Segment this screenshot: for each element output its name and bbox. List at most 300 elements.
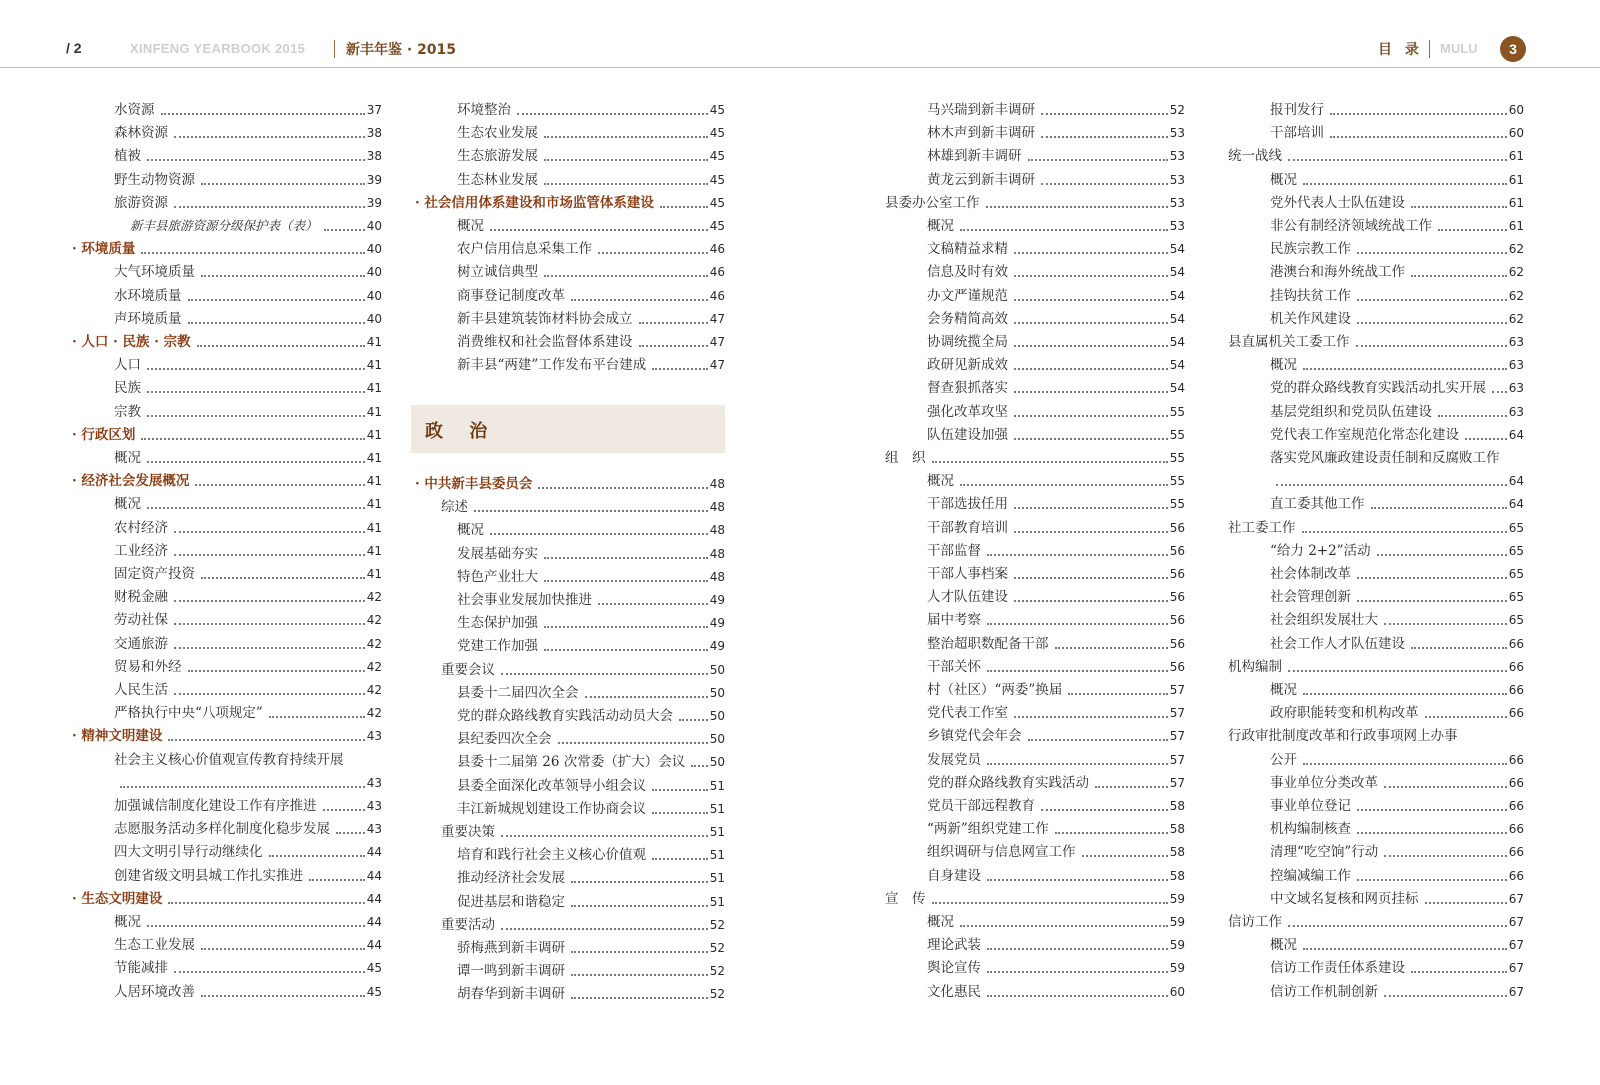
leader-dots bbox=[1302, 531, 1507, 533]
toc-column-2b bbox=[415, 470, 725, 1030]
leader-dots bbox=[120, 786, 365, 788]
toc-entry-title: 人才队伍建设 bbox=[927, 589, 1008, 606]
leader-dots bbox=[987, 879, 1168, 881]
toc-entry-title: 干部选拔任用 bbox=[927, 496, 1008, 513]
leader-dots bbox=[1357, 577, 1507, 579]
toc-entry-page: 67 bbox=[1508, 915, 1524, 929]
leader-dots bbox=[1384, 786, 1507, 788]
leader-dots bbox=[1014, 252, 1168, 254]
toc-entry bbox=[1228, 583, 1524, 606]
toc-entry-title: 生态保护加强 bbox=[457, 615, 538, 632]
toc-entry bbox=[885, 606, 1185, 629]
toc-entry-page: 44 bbox=[366, 891, 382, 906]
leader-dots bbox=[1276, 484, 1507, 486]
toc-entry bbox=[885, 189, 1185, 212]
toc-column-2 bbox=[415, 96, 725, 376]
toc-entry-page: 45 bbox=[709, 103, 725, 117]
leader-dots bbox=[490, 229, 708, 231]
leader-dots bbox=[195, 484, 364, 486]
toc-entry-page: 66 bbox=[1508, 752, 1524, 767]
toc-entry-page: 41 bbox=[366, 497, 382, 512]
leader-dots bbox=[571, 997, 708, 999]
leader-dots bbox=[1438, 415, 1507, 417]
toc-entry-title: 村（社区）“两委”换届 bbox=[927, 682, 1063, 698]
leader-dots bbox=[679, 719, 708, 721]
toc-entry-title: 民族 bbox=[114, 380, 141, 397]
leader-dots bbox=[987, 763, 1168, 765]
toc-entry-title: 县委十二届第 26 次常委（扩大）会议 bbox=[457, 754, 686, 771]
toc-entry-title: · 社会信用体系建设和市场监管体系建设 bbox=[415, 194, 654, 212]
toc-entry bbox=[1228, 862, 1524, 885]
toc-entry-title: 挂钩扶贫工作 bbox=[1270, 287, 1351, 304]
toc-entry bbox=[1228, 630, 1524, 653]
toc-entry-title: 特色产业壮大 bbox=[457, 568, 538, 585]
toc-entry-page: 49 bbox=[709, 616, 725, 631]
leader-dots bbox=[168, 739, 364, 741]
toc-entry bbox=[72, 282, 382, 305]
leader-dots bbox=[309, 879, 365, 881]
toc-entry bbox=[1228, 189, 1524, 212]
toc-entry-page: 43 bbox=[366, 799, 382, 813]
toc-entry bbox=[72, 351, 382, 374]
leader-dots bbox=[174, 971, 365, 973]
leader-dots bbox=[174, 693, 365, 695]
toc-entry-page: 53 bbox=[1169, 219, 1185, 233]
toc-entry bbox=[415, 493, 725, 516]
leader-dots bbox=[1288, 159, 1507, 161]
toc-entry-page: 51 bbox=[709, 894, 725, 909]
toc-entry bbox=[1228, 537, 1524, 560]
toc-entry bbox=[415, 96, 725, 119]
toc-entry bbox=[72, 699, 382, 722]
toc-entry bbox=[415, 980, 725, 1003]
toc-entry-title: 概况 bbox=[457, 218, 484, 234]
toc-entry-page: 48 bbox=[709, 500, 725, 515]
toc-entry-title: 理论武装 bbox=[927, 937, 981, 954]
toc-entry bbox=[885, 769, 1185, 792]
toc-entry-page: 48 bbox=[709, 546, 725, 561]
toc-entry-title: 劳动社保 bbox=[114, 612, 168, 629]
toc-entry-page: 57 bbox=[1169, 706, 1185, 721]
toc-entry bbox=[1228, 908, 1524, 931]
toc-entry-title: 信息及时有效 bbox=[927, 264, 1008, 281]
toc-entry bbox=[415, 351, 725, 374]
toc-entry bbox=[72, 444, 382, 467]
leader-dots bbox=[1411, 275, 1507, 277]
leader-dots bbox=[598, 603, 708, 605]
toc-entry-title: 控编减编工作 bbox=[1270, 867, 1351, 884]
toc-entry-page: 48 bbox=[709, 477, 725, 491]
toc-entry-title: 旅游资源 bbox=[114, 194, 168, 211]
toc-entry bbox=[72, 96, 382, 119]
toc-entry-page: 67 bbox=[1508, 891, 1524, 906]
toc-entry bbox=[72, 606, 382, 629]
toc-entry bbox=[72, 398, 382, 421]
toc-entry bbox=[1228, 699, 1524, 722]
toc-entry-title: · 精神文明建设 bbox=[72, 727, 162, 745]
toc-entry-title: 固定资产投资 bbox=[114, 566, 195, 582]
toc-entry-title: 统一战线 bbox=[1228, 148, 1282, 165]
toc-entry-page: 66 bbox=[1508, 868, 1524, 883]
toc-entry-title: 县委全面深化改革领导小组会议 bbox=[457, 777, 646, 794]
toc-entry-page: 56 bbox=[1169, 659, 1185, 674]
toc-entry-page: 44 bbox=[366, 915, 382, 929]
leader-dots bbox=[652, 812, 708, 814]
toc-entry-page: 45 bbox=[366, 961, 382, 976]
toc-entry-title: 农村经济 bbox=[114, 519, 168, 536]
toc-entry-title: 志愿服务活动多样化制度化稳步发展 bbox=[114, 821, 330, 838]
toc-entry bbox=[1228, 119, 1524, 142]
toc-entry-page: 58 bbox=[1169, 799, 1185, 813]
leader-dots bbox=[1438, 229, 1507, 231]
toc-entry-page: 61 bbox=[1508, 219, 1524, 233]
toc-entry-page: 49 bbox=[709, 639, 725, 654]
toc-entry-title: 干部人事档案 bbox=[927, 566, 1008, 582]
leader-dots bbox=[1014, 716, 1168, 718]
toc-entry bbox=[1228, 978, 1524, 1001]
toc-entry-title: 植被 bbox=[114, 148, 141, 165]
toc-entry-title: 概况 bbox=[457, 522, 484, 539]
section-heading-politics: 政 治 bbox=[425, 421, 498, 442]
toc-entry-title: · 行政区划 bbox=[72, 426, 135, 444]
toc-entry-title: 干部培训 bbox=[1270, 125, 1324, 142]
toc-entry-title: 树立诚信典型 bbox=[457, 264, 538, 281]
leader-dots bbox=[197, 345, 365, 347]
leader-dots bbox=[1028, 739, 1168, 741]
toc-entry-page: 59 bbox=[1169, 938, 1185, 953]
leader-dots bbox=[558, 742, 708, 744]
toc-entry-title: 干部监督 bbox=[927, 542, 981, 559]
toc-entry-title: 政研见新成效 bbox=[927, 357, 1008, 374]
toc-entry-page: 48 bbox=[709, 523, 725, 538]
left-page-number: / 2 bbox=[66, 40, 82, 56]
toc-entry bbox=[72, 305, 382, 328]
toc-entry-page: 42 bbox=[366, 613, 382, 628]
leader-dots bbox=[147, 391, 365, 393]
toc-entry-page: 52 bbox=[709, 941, 725, 955]
toc-entry bbox=[885, 96, 1185, 119]
toc-entry-page: 44 bbox=[366, 868, 382, 883]
toc-entry bbox=[415, 725, 725, 748]
toc-entry-title: 党的群众路线教育实践活动扎实开展 bbox=[1270, 380, 1486, 397]
toc-entry-page: 54 bbox=[1169, 381, 1185, 396]
toc-entry-title: 文稿精益求精 bbox=[927, 241, 1008, 258]
toc-entry-page: 40 bbox=[366, 242, 382, 257]
toc-entry bbox=[415, 586, 725, 609]
toc-entry-title: 商事登记制度改革 bbox=[457, 287, 565, 304]
toc-entry-page: 38 bbox=[366, 126, 382, 141]
toc-entry-page: 52 bbox=[709, 987, 725, 1002]
leader-dots bbox=[201, 275, 365, 277]
leader-dots bbox=[660, 206, 708, 208]
toc-entry-page: 65 bbox=[1508, 567, 1524, 581]
toc-entry bbox=[885, 931, 1185, 954]
toc-entry-title: 清理“吃空饷”行动 bbox=[1270, 844, 1379, 861]
toc-entry-title: 落实党风廉政建设责任制和反腐败工作 bbox=[1270, 450, 1500, 466]
leader-dots bbox=[1357, 832, 1507, 834]
toc-entry-title: 党代表工作室 bbox=[927, 705, 1008, 722]
leader-dots bbox=[1384, 855, 1506, 857]
toc-entry-title: 马兴瑞到新丰调研 bbox=[927, 102, 1035, 118]
toc-entry-page: 51 bbox=[709, 871, 725, 886]
toc-entry bbox=[885, 630, 1185, 653]
toc-entry-page: 50 bbox=[709, 732, 725, 747]
toc-entry-title: 社会工作人才队伍建设 bbox=[1270, 635, 1405, 652]
leader-dots bbox=[1041, 809, 1168, 811]
toc-entry-title: 宣 传 bbox=[885, 890, 926, 907]
leader-dots bbox=[147, 368, 365, 370]
toc-entry-title: 重要活动 bbox=[441, 916, 495, 933]
toc-entry-title: 直工委其他工作 bbox=[1270, 496, 1365, 513]
toc-entry-page: 57 bbox=[1169, 729, 1185, 744]
toc-entry bbox=[415, 702, 725, 725]
toc-entry-title: 信访工作责任体系建设 bbox=[1270, 960, 1405, 977]
toc-entry-title: · 经济社会发展概况 bbox=[72, 472, 189, 490]
toc-entry bbox=[885, 815, 1185, 838]
toc-entry-page: 64 bbox=[1508, 474, 1524, 489]
toc-entry-title: 县委十二届四次全会 bbox=[457, 684, 579, 701]
leader-dots bbox=[490, 533, 708, 535]
leader-dots bbox=[544, 159, 708, 161]
leader-dots bbox=[474, 510, 708, 512]
toc-entry-title: 声环境质量 bbox=[114, 310, 182, 327]
toc-entry-title: 人民生活 bbox=[114, 682, 168, 698]
toc-entry-page: 52 bbox=[709, 964, 725, 979]
leader-dots bbox=[147, 925, 365, 927]
toc-entry-page: 56 bbox=[1169, 636, 1185, 651]
leader-dots bbox=[1465, 438, 1507, 440]
leader-dots bbox=[1371, 507, 1507, 509]
toc-entry-page: 65 bbox=[1508, 543, 1524, 558]
toc-entry-page: 63 bbox=[1508, 358, 1524, 373]
leader-dots bbox=[585, 696, 708, 698]
toc-entry-title: 发展党员 bbox=[927, 751, 981, 768]
toc-entry-title: 林雄到新丰调研 bbox=[927, 148, 1022, 165]
toc-entry bbox=[885, 166, 1185, 189]
toc-entry bbox=[72, 583, 382, 606]
page-header bbox=[0, 0, 1600, 70]
toc-entry-title: 促进基层和谐稳定 bbox=[457, 893, 565, 910]
toc-entry-page: 41 bbox=[366, 404, 382, 419]
toc-entry-page: 66 bbox=[1508, 683, 1524, 697]
toc-entry-page: 47 bbox=[709, 335, 725, 349]
toc-entry bbox=[72, 722, 382, 745]
toc-entry bbox=[1228, 328, 1524, 351]
toc-entry-title: 干部教育培训 bbox=[927, 519, 1008, 536]
toc-entry-page: 64 bbox=[1508, 497, 1524, 512]
toc-entry-page: 41 bbox=[366, 567, 382, 581]
toc-entry bbox=[885, 583, 1185, 606]
toc-entry-page: 61 bbox=[1508, 172, 1524, 187]
toc-entry-page: 58 bbox=[1169, 845, 1185, 860]
toc-entry bbox=[1228, 212, 1524, 235]
toc-entry-title: 县直属机关工委工作 bbox=[1228, 334, 1350, 350]
toc-entry bbox=[72, 653, 382, 676]
leader-dots bbox=[336, 832, 365, 834]
toc-entry-title: 中文域名复核和网页挂标 bbox=[1270, 890, 1419, 907]
toc-entry bbox=[72, 560, 382, 583]
toc-entry-title: 强化改革攻坚 bbox=[927, 403, 1008, 420]
toc-entry bbox=[72, 954, 382, 977]
toc-entry bbox=[1228, 398, 1524, 421]
leader-dots bbox=[1014, 415, 1168, 417]
leader-dots bbox=[1411, 647, 1507, 649]
toc-entry bbox=[1228, 653, 1524, 676]
toc-entry-title: 社会管理创新 bbox=[1270, 589, 1351, 606]
header-divider bbox=[334, 40, 335, 58]
toc-entry bbox=[415, 934, 725, 957]
toc-entry-title: 生态工业发展 bbox=[114, 937, 195, 954]
toc-entry bbox=[415, 516, 725, 539]
toc-entry bbox=[1228, 792, 1524, 815]
leader-dots bbox=[1014, 368, 1168, 370]
toc-entry bbox=[72, 189, 382, 212]
toc-entry-title: 创建省级文明县城工作扎实推进 bbox=[114, 867, 303, 884]
toc-entry bbox=[72, 467, 382, 490]
toc-entry-title: 培育和践行社会主义核心价值观 bbox=[457, 847, 646, 864]
leader-dots bbox=[932, 902, 1168, 904]
toc-entry-title: 森林资源 bbox=[114, 125, 168, 142]
toc-entry-page: 62 bbox=[1508, 242, 1524, 257]
toc-entry bbox=[885, 514, 1185, 537]
toc-entry-title: 县委办公室工作 bbox=[885, 194, 980, 211]
toc-entry-page: 62 bbox=[1508, 311, 1524, 326]
toc-entry bbox=[1228, 885, 1524, 908]
toc-entry bbox=[885, 374, 1185, 397]
leader-dots bbox=[1014, 322, 1168, 324]
leader-dots bbox=[1411, 971, 1507, 973]
toc-entry-page: 43 bbox=[366, 822, 382, 837]
toc-entry bbox=[885, 351, 1185, 374]
toc-entry bbox=[415, 119, 725, 142]
toc-entry-page: 42 bbox=[366, 636, 382, 651]
toc-entry-title: 机关作风建设 bbox=[1270, 310, 1351, 327]
toc-entry bbox=[1228, 490, 1524, 513]
toc-entry-title: 督查狠抓落实 bbox=[927, 380, 1008, 397]
toc-entry bbox=[885, 722, 1185, 745]
toc-entry-title: · 中共新丰县委员会 bbox=[415, 475, 532, 493]
toc-entry bbox=[72, 931, 382, 954]
toc-entry-page: 63 bbox=[1508, 335, 1524, 349]
toc-entry-page: 57 bbox=[1169, 752, 1185, 767]
toc-entry-title: 概况 bbox=[1270, 682, 1297, 698]
leader-dots bbox=[1384, 623, 1507, 625]
toc-entry bbox=[1228, 467, 1524, 490]
toc-entry bbox=[415, 609, 725, 632]
toc-entry-title: 生态旅游发展 bbox=[457, 148, 538, 165]
toc-entry-title: 四大文明引导行动继续化 bbox=[114, 844, 263, 861]
toc-entry bbox=[415, 540, 725, 563]
toc-entry-page: 41 bbox=[366, 335, 382, 349]
toc-entry-title: 节能减排 bbox=[114, 960, 168, 977]
toc-entry-page: 41 bbox=[366, 543, 382, 558]
toc-entry-title: 政府职能转变和机构改革 bbox=[1270, 705, 1419, 722]
leader-dots bbox=[1014, 299, 1168, 301]
contents-title-cn: 目 录 bbox=[1378, 42, 1423, 58]
toc-entry-title: “给力 2+2”活动 bbox=[1270, 542, 1371, 559]
toc-entry-page: 41 bbox=[366, 358, 382, 373]
toc-entry-page: 51 bbox=[709, 778, 725, 793]
toc-entry-title: 生态林业发展 bbox=[457, 171, 538, 188]
toc-entry-page: 42 bbox=[366, 659, 382, 674]
toc-entry bbox=[415, 864, 725, 887]
toc-entry bbox=[415, 632, 725, 655]
toc-entry bbox=[885, 421, 1185, 444]
leader-dots bbox=[960, 229, 1168, 231]
leader-dots bbox=[501, 835, 708, 837]
toc-entry bbox=[72, 328, 382, 351]
toc-entry-title: 社会组织发展壮大 bbox=[1270, 612, 1378, 629]
leader-dots bbox=[1357, 252, 1507, 254]
toc-entry bbox=[1228, 374, 1524, 397]
toc-entry bbox=[885, 235, 1185, 258]
toc-entry-page: 55 bbox=[1169, 497, 1185, 512]
toc-entry bbox=[885, 119, 1185, 142]
leader-dots bbox=[1330, 113, 1507, 115]
toc-entry bbox=[415, 679, 725, 702]
toc-entry-title: 加强诚信制度化建设工作有序推进 bbox=[114, 798, 317, 814]
toc-entry-title: 文化惠民 bbox=[927, 983, 981, 1000]
toc-entry-title: 概况 bbox=[1270, 357, 1297, 374]
leader-dots bbox=[1357, 809, 1507, 811]
toc-entry bbox=[72, 166, 382, 189]
toc-entry-page: 45 bbox=[709, 149, 725, 164]
leader-dots bbox=[147, 415, 365, 417]
toc-entry-page: 42 bbox=[366, 590, 382, 605]
toc-entry-page: 55 bbox=[1169, 474, 1185, 489]
leader-dots bbox=[1014, 275, 1168, 277]
toc-entry bbox=[1228, 514, 1524, 537]
toc-entry-page: 56 bbox=[1169, 590, 1185, 605]
toc-entry-title: 公开 bbox=[1270, 751, 1297, 768]
leader-dots bbox=[147, 507, 365, 509]
toc-entry-page: 45 bbox=[709, 195, 725, 210]
toc-entry-page: 37 bbox=[366, 103, 382, 117]
leader-dots bbox=[1068, 693, 1167, 695]
toc-entry-title: 县纪委四次全会 bbox=[457, 731, 552, 748]
toc-entry-page: 52 bbox=[1169, 103, 1185, 117]
toc-entry bbox=[885, 490, 1185, 513]
leader-dots bbox=[501, 928, 708, 930]
section-heading-box bbox=[411, 405, 725, 453]
toc-entry bbox=[415, 305, 725, 328]
toc-entry bbox=[885, 467, 1185, 490]
toc-entry-page: 60 bbox=[1169, 984, 1185, 999]
leader-dots bbox=[1041, 113, 1168, 115]
leader-dots bbox=[987, 623, 1168, 625]
toc-entry-page: 54 bbox=[1169, 358, 1185, 373]
toc-entry bbox=[1228, 838, 1524, 861]
toc-entry-page: 48 bbox=[709, 569, 725, 584]
toc-entry-title: 党代表工作室规范化常态化建设 bbox=[1270, 426, 1459, 443]
leader-dots bbox=[1303, 763, 1507, 765]
leader-dots bbox=[544, 275, 708, 277]
toc-entry-page: 55 bbox=[1169, 451, 1185, 465]
toc-entry bbox=[415, 656, 725, 679]
toc-entry-title: 宗教 bbox=[114, 403, 141, 420]
leader-dots bbox=[1055, 647, 1168, 649]
toc-entry-title: 信访工作 bbox=[1228, 914, 1282, 930]
leader-dots bbox=[188, 322, 365, 324]
toc-entry-page: 59 bbox=[1169, 961, 1185, 976]
toc-entry-title: 野生动物资源 bbox=[114, 171, 195, 188]
leader-dots bbox=[1303, 948, 1507, 950]
toc-entry bbox=[885, 444, 1185, 467]
toc-entry-page: 62 bbox=[1508, 265, 1524, 280]
toc-entry bbox=[72, 978, 382, 1001]
leader-dots bbox=[201, 995, 365, 997]
leader-dots bbox=[147, 159, 365, 161]
